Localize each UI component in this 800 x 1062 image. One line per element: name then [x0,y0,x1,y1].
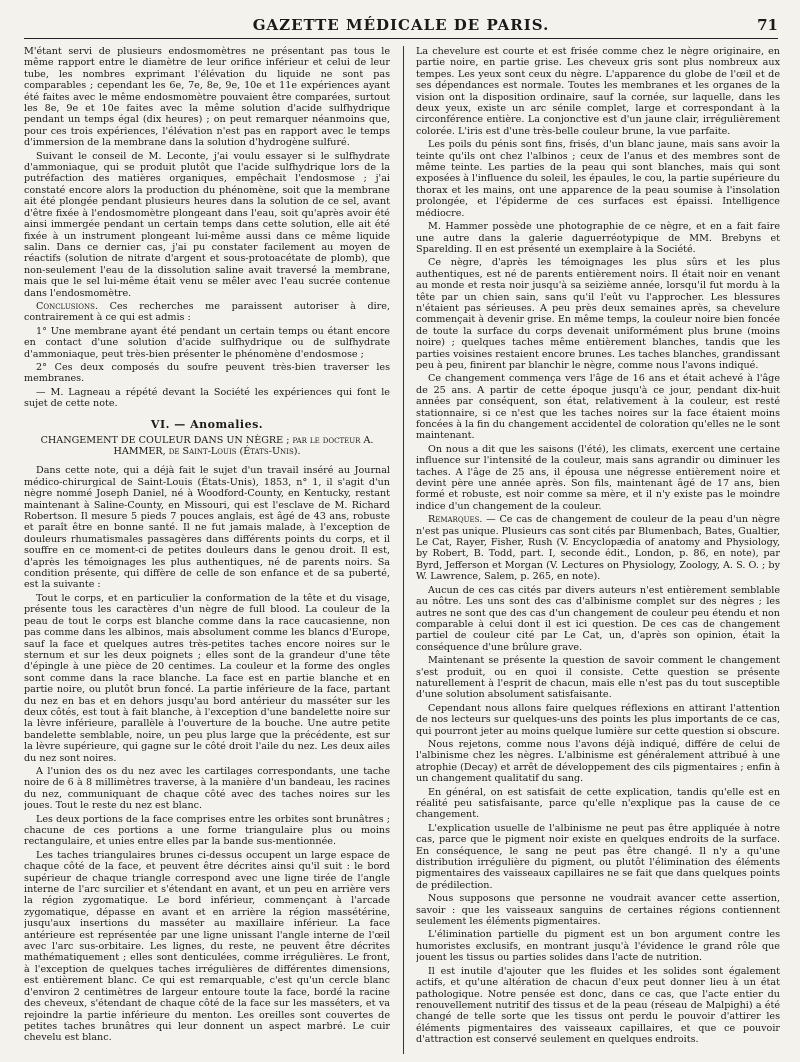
paragraph: — M. Lagneau a répété devant la Société les expériences qui font le sujet de cette note. [24,386,390,410]
paragraph: 1° Une membrane ayant été pendant un certain temps ou étant encore en contact d'une solution d'acide sulfhydrique ou de sulfhydrate d'ammoniaque, peut très-bien présenter le phénomène d'endosmose ; [24,325,390,360]
paragraph: Ce nègre, d'après les témoignages les plus sûrs et les plus authentiques, est né de parents entièrement noirs. Il était noir en venant au monde et resta noir jusqu'à sa seizième année, lorsqu'il fut mordu à la tête par un chien sain, sans qu'il l'eût vu l'approcher. Les blessures n'étaient pas sérieuses. A peu près deux semaines après, sa chevelure commençait à devenir grise. En même temps, la couleur noire bien foncée de toute la surface du corps devenait uniformément plus brune (moins noire) ; quelques taches même entièrement blanches, tandis que les parties voisines restaient encore brunes. Les taches blanches, grandissant peu à peu, finirent par blanchir le nègre, comme nous l'avons indiqué. [416,257,780,371]
remarks-label: Remarques. [428,514,483,526]
paragraph: La chevelure est courte et est frisée comme chez le nègre originaire, en partie noire, en partie grise. Les cheveux gris sont plus nombreux aux tempes. Les yeux sont ceux du nègre. L'apparence du globe de l'œil et de ses dépendances est normale. Toutes les membranes et les organes de la vision ont la disposition ordinaire, sauf la cornée, sur laquelle, dans les deux yeux, existe un arc sénile complet, large et correspondant à la circonférence entière. La conjonctive est d'un jaune clair, irrégulièrement colorée. L'iris est d'une très-belle couleur brune, la vue parfaite. [416,46,780,137]
paragraph: L'explication usuelle de l'albinisme ne peut pas être appliquée à notre cas, parce que le pigment noir existe en quelques endroits de la surface. En conséquence, le sang ne peut pas être changé. Il n'y a qu'une distribution irrégulière du pigment, ou plutôt l'élimination des éléments pigmentaires des vaisseaux capillaires ne se fait que dans quelques points de prédilection. [416,822,780,891]
paragraph: Il est inutile d'ajouter que les fluides et les solides sont également actifs, et qu'une altération de chacun d'eux peut donner lieu à un état pathologique. Notre pensée est donc, dans ce cas, que l'acte entier du renouvellement nutritif des tissus et de la peau (réseau de Malpighi) a été changé de telle sorte que les tissus ont perdu le pouvoir d'attirer les éléments pigmentaires des vaisseaux capillaires, et que ce pouvoir d'attraction est conservé seulement en quelques endroits. [416,965,780,1046]
paragraph: Nous rejetons, comme nous l'avons déjà indiqué, différe de celui de l'albinisme chez les nègres. L'albinisme est généralement attribué à une atrophie (Decay) et arrêt de développement des cils pigmentaires ; enfin à un changement qualitatif du sang. [416,738,780,785]
paragraph: Tout le corps, et en particulier la conformation de la tête et du visage, présente tous les caractères d'un nègre de full blood. La couleur de la peau de tout le corps est blanche comme dans la race caucasienne, non pas comme dans les albinos, mais absolument comme les blancs d'Europe, sauf la face et quelques autres très-petites taches encore noires sur le sternum et sur les deux poignets ; elles sont de la grandeur d'une tête d'épingle à une pièce de 20 centimes. La couleur et la forme des ongles sont comme dans la race blanche. La face est en partie blanche et en partie noire, ou plutôt brun foncé. La partie inférieure de la face, partant du nez en bas et en dehors jusqu'au bord antérieur du masséter sur les deux côtés, est tout à fait blanche, à l'exception d'une bandelette noire sur la lèvre inférieure, parallèle à l'ouverture de la bouche. Une autre petite bandelette semblable, noire, un peu plus large que la précédente, est sur la lèvre supérieure, qui gagne sur le côté droit l'aile du nez. Les deux ailes du nez sont noires. [24,592,390,764]
paragraph-text: — Ce cas de changement de couleur de la peau d'un nègre n'est pas unique. Plusieurs cas sont cités par Blumenbach, Bates, Gualtier, Le Cat, Rayer, Fisher, Rush (V. Encyclopædia of anatomy and Physiology, by Robert, B. Todd, part. I, seconde édit., London, p. 86, en note), par Byrd, Jefferson et Morgan (V. Lectures on Physiology, Zoology, A. S. O. ; by W. Lawrence, Salem, p. 265, en note). [416,514,780,583]
article-title: CHANGEMENT DE COULEUR DANS UN NÈGRE ; par le docteur A. HAMMER, de Saint-Louis (États-Unis). [40,434,374,457]
paragraph: En général, on est satisfait de cette explication, tandis qu'elle est en réalité peu satisfaisante, parce qu'elle n'explique pas la cause de ce changement. [416,786,780,821]
paragraph: Les poils du pénis sont fins, frisés, d'un blanc jaune, mais sans avoir la teinte qu'ils ont chez l'albinos ; ceux de l'anus et des membres sont de même teinte. Les parties de la peau qui sont blanches, mais qui sont exposées à l'influence du soleil, les épaules, le cou, la partie supérieure du thorax et les mains, ont une apparence de la peau soumise à l'insolation prolongée, et l'épiderme de ces surfaces est épaissi. Intelligence médiocre. [416,139,780,219]
paragraph: Cependant nous allons faire quelques réflexions en attirant l'attention de nos lecteurs sur quelques-uns des points les plus importants de ce cas, qui pourront jeter au moins quelque lumière sur cette question si obscure. [416,702,780,737]
paragraph: 2° Ces deux composés du soufre peuvent très-bien traverser les membranes. [24,361,390,385]
paragraph: A l'union des os du nez avec les cartilages correspondants, une tache noire de 6 à 8 millimètres traverse, à la manière d'un bandeau, les racines du nez, communiquant de chaque côté avec des taches noires sur les joues. Tout le reste du nez est blanc. [24,765,390,812]
columns-container [24,46,778,1054]
paragraph: On nous a dit que les saisons (l'été), les climats, exercent une certaine influence sur l'intensité de la couleur, mais sans agrandir ou diminuer les taches. A l'âge de 25 ans, il épousa une négresse entièrement noire et devint père une année après. Son fils, maintenant âgé de 17 ans, bien formé et robuste, est noir comme sa mère, et il n'y existe pas le moindre indice d'un changement de la couleur. [416,443,780,512]
right-column [416,46,780,1054]
paragraph: L'élimination partielle du pigment est un bon argument contre les humoristes exclusifs, en montrant jusqu'à l'évidence le grand rôle que jouent les tissus ou parties solides dans l'acte de nutrition. [416,929,780,964]
left-column [24,46,390,1054]
paragraph: M'étant servi de plusieurs endosmomètres ne présentant pas tous le même rapport entre le diamètre de leur orifice inférieur et celui de leur tube, les nombres exprimant l'élévation du liquide ne sont pas comparables ; cependant les 6e, 7e, 8e, 9e, 10e et 11e expériences ayant été faites avec le même endosmomètre pouvaient être comparées, surtout les 8e, 9e et 10e faites avec la même solution d'acide sulfhydrique pendant un temps égal (dix heures) ; on peut remarquer néanmoins que, pour ces trois expériences, l'élévation n'est pas en rapport avec le temps d'immersion de la membrane dans la solution d'hydrogène sulfuré. [24,46,390,149]
page-number: 71 [757,16,778,34]
paragraph: Dans cette note, qui a déjà fait le sujet d'un travail inséré au Journal médico-chirurgical de Saint-Louis (États-Unis), 1853, n° 1, il s'agit d'un nègre nommé Joseph Daniel, né à Woodford-County, en Kentucky, restant maintenant à Saline-County, en Missouri, qui est l'esclave de M. Richard Robertson. Il mesure 5 pieds 7 pouces anglais, est âgé de 43 ans, robuste et paraît être en bonne santé. Il ne fut jamais malade, à l'exception de douleurs rhumatismales passagères dans différents points du corps, et il souffre en ce moment-ci de petites douleurs dans le genou droit. Il est, d'après les témoignages les plus authentiques, né de parents noirs. Sa condition présente, qui diffère de celle de son enfance et de sa puberté, est la suivante : [24,465,390,591]
paragraph: Les deux portions de la face comprises entre les orbites sont brunâtres ; chacune de ces portions a une forme triangulaire plus ou moins rectangulaire, et unies entre elles par la bande sus-mentionnée. [24,813,390,848]
journal-title: GAZETTE MÉDICALE DE PARIS. [252,16,550,34]
section-heading: VI. — Anomalies. [150,417,264,431]
paragraph [416,514,780,582]
paragraph: M. Hammer possède une photographie de ce nègre, et en a fait faire une autre dans la galerie daguerréotypique de MM. Brebyns et Sparelding. Il en est présenté un exemplaire à la Société. [416,221,780,255]
paragraph: Les taches triangulaires brunes ci-dessus occupent un large espace de chaque côté de la face, et peuvent être décrites ainsi qu'il suit : le bord supérieur de chaque triangle correspond avec une ligne tirée de l'angle interne de l'arc surcilier et s'étendant en avant, et un peu en arrière vers la région zygomatique. Le bord inférieur, commençant à l'arcade zygomatique, dépasse en avant et en arrière la région massétérine, jusqu'aux insertions du masséter au maxillaire inférieur. La face antérieure est représentée par une ligne unissant l'angle interne de l'œil avec l'arc sus-orbitaire. Les lignes, du reste, ne peuvent être décrites mathématiquement ; elles sont denticulées, comme irrégulières. Le front, à l'exception de quelques taches irrégulières de différentes dimensions, est entièrement blanc. Ce qui est remarquable, c'est qu'un cercle blanc d'environ 2 centimètres de largeur entoure toute la face, bordé la racine des cheveux, s'étendant de chaque côté de la face sur les masséters, et va rejoindre la partie inférieure du menton. Les oreilles sont couvertes de petites taches brunâtres qui leur donnent un aspect marbré. Le cuir chevelu est blanc. [24,849,390,1044]
paragraph: Nous supposons que personne ne voudrait avancer cette assertion, savoir : que les vaisseaux sanguins de certaines régions contiennent seulement les éléments pigmentaires. [416,893,780,928]
paragraph: Suivant le conseil de M. Leconte, j'ai voulu essayer si le sulfhydrate d'ammoniaque, qui se produit plutôt que l'acide sulfhydrique lors de la putréfaction des matières organiques, empêchait l'endosmose ; j'ai constaté encore alors la production du phénomène, soit que la membrane ait été plongée pendant plusieurs heures dans la solution de ce sel, avant d'être fixée à l'endosmomètre plongeant dans l'eau, soit qu'après avoir été ainsi immergée pendant un certain temps dans cette solution, elle ait été fixée à un instrument plongeant lui-même aussi dans ce même liquide salin. Dans ce dernier cas, j'ai pu constater facilement au moyen de réactifs (solution de nitrate d'argent et sous-protoacétate de plomb), que non-seulement l'eau de la dissolution saline avait traversé la membrane, mais que le sel lui-même était venu se mêler avec l'eau sucrée contenue dans l'endosmomètre. [24,150,390,299]
paragraph [24,301,390,324]
paragraph: Aucun de ces cas cités par divers auteurs n'est entièrement semblable au nôtre. Les uns sont des cas d'albinisme complet sur des nègres ; les autres ne sont que des cas d'un changement de couleur peu étendu et non comparable à celui dont il est ici question. De ces cas de changement partiel de couleur cité par Le Cat, un, d'après son opinion, était la conséquence d'une brûlure grave. [416,584,780,653]
paragraph: Ce changement commença vers l'âge de 16 ans et était achevé à l'âge de 25 ans. A partir de cette époque jusqu'à ce jour, pendant dix-huit années par conséquent, son état, relativement à la couleur, est resté stationnaire, si ce n'est que les taches noires sur la face étaient moins foncées à la fin du changement accidentel de coloration qu'elles ne le sont maintenant. [416,373,780,442]
paragraph-text: Ces recherches me paraissent autoriser à dire, contrairement à ce qui est admis : [24,300,390,324]
column-divider [403,46,404,1054]
paragraph: Maintenant se présente la question de savoir comment le changement s'est produit, ou en quoi il consiste. Cette question se présente naturellement à l'esprit de chacun, mais elle n'est pas du tout susceptible d'une solution absolument satisfaisante. [416,655,780,701]
page-header [24,10,778,39]
conclusions-label: Conclusions. [36,300,98,312]
